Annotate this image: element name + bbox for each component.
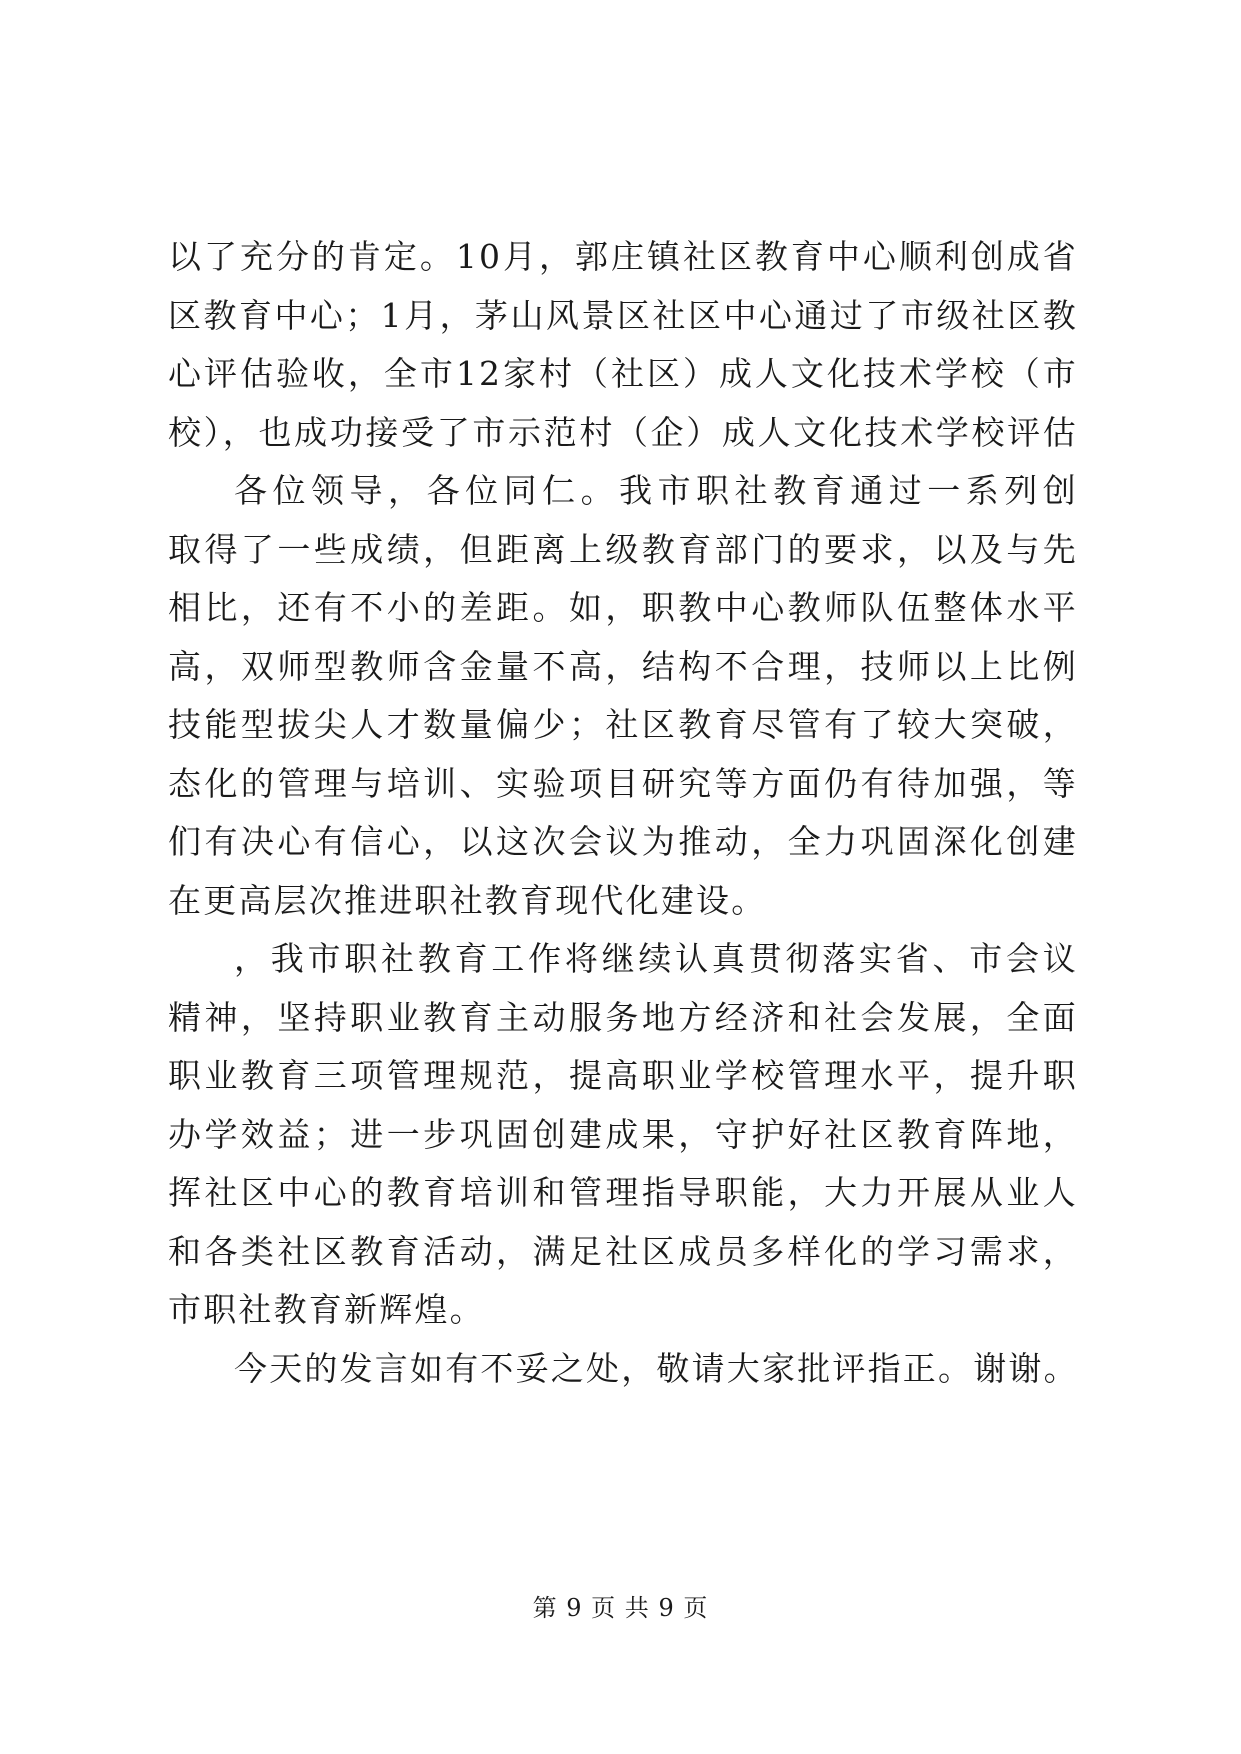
- text-line: 挥社区中心的教育培训和管理指导职能，大力开展从业人: [168, 1173, 1078, 1212]
- page-number-label: 第 9 页 共 9 页: [532, 1594, 709, 1622]
- text-line: 们有决心有信心，以这次会议为推动，全力巩固深化创建: [168, 822, 1078, 861]
- text-line: 在更高层次推进职社教育现代化建设。: [168, 880, 767, 920]
- text-line: 市职社教育新辉煌。: [168, 1290, 485, 1329]
- text-line: 精神，坚持职业教育主动服务地方经济和社会发展，全面: [168, 997, 1078, 1037]
- text-line: 高，双师型教师含金量不高，结构不合理，技师以上比例: [168, 646, 1078, 686]
- text-line: 态化的管理与培训、实验项目研究等方面仍有待加强，等: [168, 763, 1078, 803]
- text-line: 心评估验收，全市12家村（社区）成人文化技术学校（市: [168, 354, 1078, 393]
- text-line: 办学效益；进一步巩固创建成果，守护好社区教育阵地，: [168, 1114, 1078, 1154]
- text-line: 今天的发言如有不妥之处，敬请大家批评指正。谢谢。: [234, 1348, 1079, 1388]
- text-line: 校），也成功接受了市示范村（企）成人文化技术学校评估: [168, 412, 1078, 452]
- text-line: 和各类社区教育活动，满足社区成员多样化的学习需求，: [168, 1231, 1078, 1271]
- text-line: 职业教育三项管理规范，提高职业学校管理水平，提升职: [168, 1056, 1078, 1095]
- paragraph: [168, 1340, 1078, 1399]
- paragraph: [168, 930, 1078, 1340]
- text-line: 相比，还有不小的差距。如，职教中心教师队伍整体水平: [168, 588, 1078, 627]
- text-line: 技能型拔尖人才数量偏少；社区教育尽管有了较大突破，: [168, 705, 1078, 744]
- document-body: [168, 228, 1078, 1398]
- text-line: 区教育中心；1月，茅山风景区社区中心通过了市级社区教: [168, 295, 1078, 335]
- text-line: ，我市职社教育工作将继续认真贯彻落实省、市会议: [234, 939, 1078, 978]
- text-line: 以了充分的肯定。10月，郭庄镇社区教育中心顺利创成省: [168, 237, 1078, 276]
- paragraph: [168, 462, 1078, 930]
- page-footer: [0, 1588, 1241, 1623]
- text-line: 取得了一些成绩，但距离上级教育部门的要求，以及与先: [168, 529, 1078, 569]
- paragraph: [168, 228, 1078, 462]
- text-line: 各位领导，各位同仁。我市职社教育通过一系列创: [234, 471, 1078, 510]
